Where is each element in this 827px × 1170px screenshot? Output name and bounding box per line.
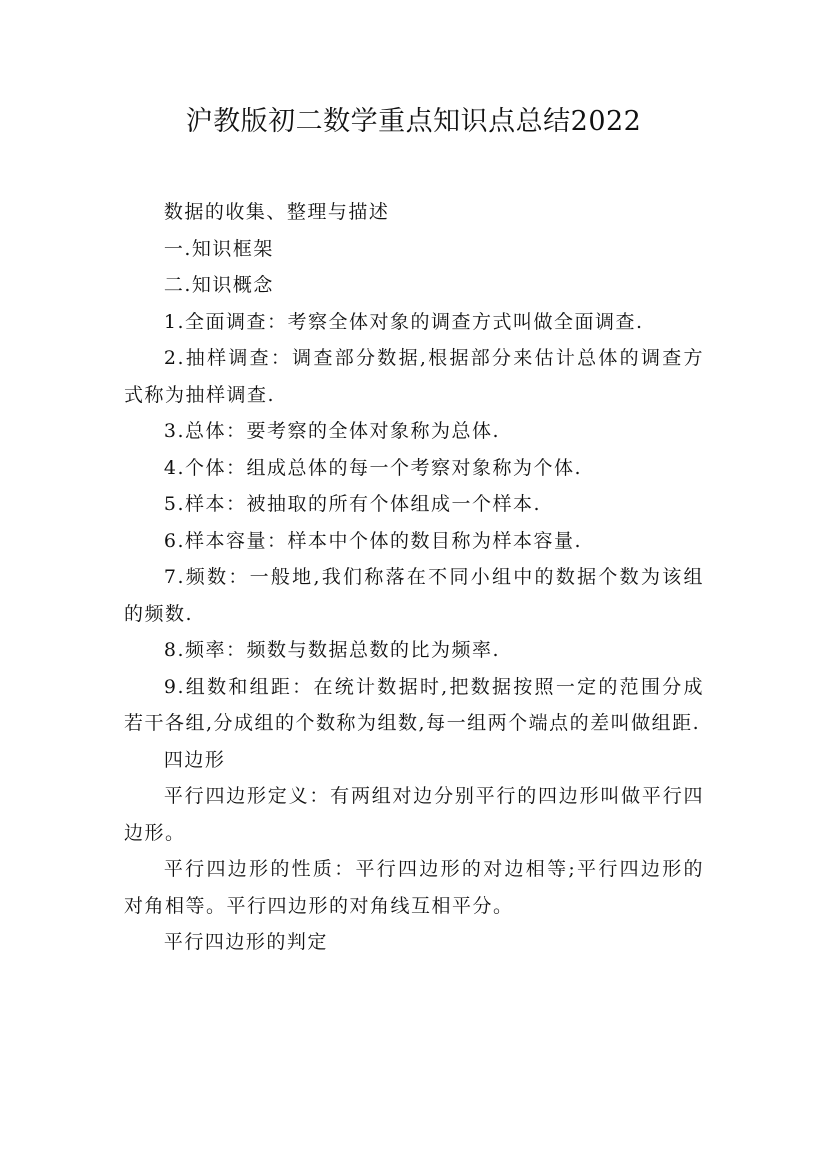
parallelogram-properties: 平行四边形的性质：平行四边形的对边相等;平行四边形的对角相等。平行四边形的对角线互相平分。 <box>124 858 704 917</box>
section-heading-quadrilateral: 四边形 <box>163 748 226 771</box>
concept-groups-interval: 9.组数和组距：在统计数据时,把数据按照一定的范围分成若干各组,分成组的个数称为组数,每一组两个端点的差叫做组距. <box>124 675 704 734</box>
parallelogram-criteria-heading: 平行四边形的判定 <box>163 931 328 953</box>
parallelogram-definition: 平行四边形定义：有两组对边分别平行的四边形叫做平行四边形。 <box>124 785 704 844</box>
document-title: 沪教版初二数学重点知识点总结2022 <box>185 106 642 137</box>
concept-population: 3.总体：要考察的全体对象称为总体. <box>163 420 501 442</box>
concept-sample: 5.样本：被抽取的所有个体组成一个样本. <box>163 493 542 515</box>
section-heading-data-collection: 数据的收集、整理与描述 <box>163 201 390 223</box>
subheading-knowledge-concepts: 二.知识概念 <box>163 274 274 296</box>
concept-sample-size: 6.样本容量：样本中个体的数目称为样本容量. <box>163 529 583 552</box>
concept-sample-survey: 2.抽样调查：调查部分数据,根据部分来估计总体的调查方式称为抽样调查. <box>124 347 704 406</box>
subheading-knowledge-framework: 一.知识框架 <box>163 237 274 260</box>
concept-individual: 4.个体：组成总体的每一个考察对象称为个体. <box>163 456 583 479</box>
concept-frequency-rate: 8.频率：频数与数据总数的比为频率. <box>163 639 501 661</box>
concept-frequency-count: 7.频数：一般地,我们称落在不同小组中的数据个数为该组的频数. <box>124 566 704 625</box>
document-body <box>124 194 704 961</box>
concept-full-survey: 1.全面调查：考察全体对象的调查方式叫做全面调查. <box>163 310 644 333</box>
